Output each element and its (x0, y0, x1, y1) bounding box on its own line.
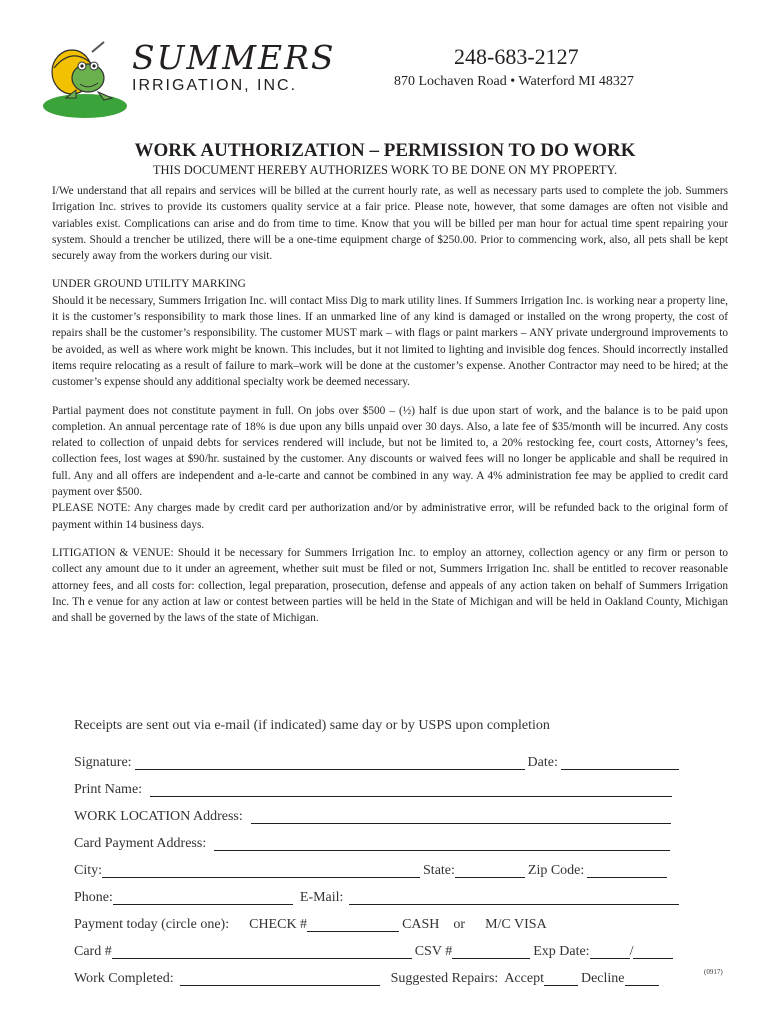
work-location-label: WORK LOCATION Address: (74, 809, 243, 824)
accept-field[interactable] (544, 969, 578, 986)
zip-label: Zip Code: (527, 863, 585, 878)
exp-separator: / (629, 944, 634, 959)
payment-today-row (74, 908, 686, 935)
card-row (74, 935, 686, 962)
state-label: State: (423, 863, 455, 878)
terms-body (52, 183, 728, 638)
utility-heading: UNDER GROUND UTILITY MARKING (52, 278, 246, 291)
zip-field[interactable] (587, 861, 667, 878)
work-completed-label: Work Completed: (74, 971, 174, 986)
company-suffix: IRRIGATION, INC. (132, 77, 298, 94)
card-payment-field[interactable] (214, 834, 670, 851)
exp-date-label: Exp Date: (533, 944, 590, 959)
mc-visa-option[interactable]: M/C VISA (485, 917, 547, 932)
decline-label: Decline (580, 971, 625, 986)
csv-field[interactable] (452, 942, 530, 959)
card-number-label: Card # (74, 944, 112, 959)
cash-option[interactable]: CASH (402, 917, 440, 932)
utility-paragraph: Should it be necessary, Summers Irrigation Inc. will contact Miss Dig to mark utility lines. If Summers Irrigation Inc. is working near a property line, it is the customer’s responsibility to mark those lines. If an unmarked line of any kind is damaged or installed on the wrong property, the cost of repairs shall be the customer’s responsibility. The customer MUST mark – with flags or paint markers – ANY private underground improvements to be avoided, as well as where work might be known. This includes, but it not limited to lighting and invisible dog fences. Should incorrectly installed items require relocating as a result of failure to mark–work will be done at the customer’s expense. Another Contractor may need to be hired; at the customer’s expense should any additional specialty work be deemed necessary. (52, 294, 728, 389)
print-name-label: Print Name: (74, 782, 143, 797)
litigation-paragraph: LITIGATION & VENUE: Should it be necessary for Summers Irrigation Inc. to employ an attorney, collection agency or any firm or person to collect any amount due to it under an agreement, whether suit must be filed or not, Summers Irrigation Inc. shall be entitled to recover reasonable attorney fees, and all costs for: collection, legal preparation, prosecution, defense and appeals of any action taken on behalf of Summers Irrigation Inc. Th e venue for any action at law or contest between parties will be held in the State of Michigan and will be held in Oakland County, Michigan and shall be governed by the laws of the state of Michigan. (52, 546, 728, 625)
accept-label: Accept (504, 971, 544, 986)
exp-year-field[interactable] (633, 942, 673, 959)
city-label: City: (74, 863, 103, 878)
document-title: WORK AUTHORIZATION – PERMISSION TO DO WORK (134, 140, 636, 161)
work-location-field[interactable] (251, 807, 671, 824)
print-name-field[interactable] (150, 780, 672, 797)
date-field[interactable] (561, 753, 679, 770)
state-field[interactable] (455, 861, 525, 878)
document-code: (0917) (704, 968, 723, 976)
signature-label: Signature: (74, 755, 132, 770)
city-row (74, 854, 686, 881)
card-payment-row (74, 827, 686, 854)
frog-logo-icon (42, 38, 128, 122)
please-note-paragraph: PLEASE NOTE: Any charges made by credit card per authorization and/or by administrative error, will be refunded back to the original form of payment within 14 business days. (52, 502, 728, 531)
email-label: E-Mail: (299, 890, 344, 905)
check-number-field[interactable] (307, 915, 399, 932)
signature-field[interactable] (135, 753, 525, 770)
work-location-row (74, 800, 686, 827)
suggested-repairs-label: Suggested Repairs: (390, 971, 499, 986)
phone-field[interactable] (113, 888, 293, 905)
work-completed-row (74, 962, 686, 989)
payment-paragraph: Partial payment does not constitute payment in full. On jobs over $500 – (½) half is due upon start of work, and the balance is to be paid upon completion. An annual percentage rate of 18% is due upon any bills unpaid over 30 days. Also, a late fee of $35/month will be incurred. Any costs related to collection of unpaid debts for services rendered will include, but not be limited to, a 20% restocking fee, court costs, Attorney’s fees, collection fees, lost wages at $90/hr. sustained by the customer. Any discounts or waived fees will no longer be applicable and shall be required in full. Any and all offers are independent and a-le-carte and cannot be combined in any way. A 4% administration fee may be applied to credit card payment over $500. (52, 404, 728, 499)
city-field[interactable] (102, 861, 420, 878)
phone-label: Phone: (74, 890, 113, 905)
check-option[interactable]: CHECK # (249, 917, 308, 932)
decline-field[interactable] (625, 969, 659, 986)
company-name: SUMMERS (132, 38, 336, 77)
csv-label: CSV # (414, 944, 453, 959)
date-label: Date: (527, 755, 558, 770)
exp-month-field[interactable] (590, 942, 630, 959)
company-address: 870 Lochaven Road • Waterford MI 48327 (394, 74, 634, 89)
payment-today-label: Payment today (circle one): (74, 917, 230, 932)
work-completed-field[interactable] (180, 969, 380, 986)
company-phone: 248-683-2127 (454, 44, 579, 69)
card-payment-label: Card Payment Address: (74, 836, 207, 851)
print-name-row (74, 773, 686, 800)
document-subtitle: THIS DOCUMENT HEREBY AUTHORIZES WORK TO BE DONE ON MY PROPERTY. (152, 163, 618, 177)
authorization-form (74, 718, 686, 989)
signature-row (74, 746, 686, 773)
card-number-field[interactable] (112, 942, 412, 959)
document-header (0, 0, 770, 130)
email-field[interactable] (349, 888, 679, 905)
billing-paragraph: I/We understand that all repairs and services will be billed at the current hourly rate, as well as necessary parts used to complete the job. Summers Irrigation Inc. strives to provide its customers quality service at a fair price. Please note, however, that some damages are often not visible and variables exist. Complications can arise and do from time to time. Know that you will be billed per man hour for actual time spent repairing your system. Should a trencher be utilized, there will be a one-time equipment charge of $250.00. Prior to commencing work, also, all pets shall be kept securely away from the workers during our visit. (52, 185, 728, 263)
receipts-note: Receipts are sent out via e-mail (if indicated) same day or by USPS upon completion (74, 718, 550, 733)
or-text: or (453, 917, 466, 932)
utility-section (52, 276, 728, 390)
phone-email-row (74, 881, 686, 908)
